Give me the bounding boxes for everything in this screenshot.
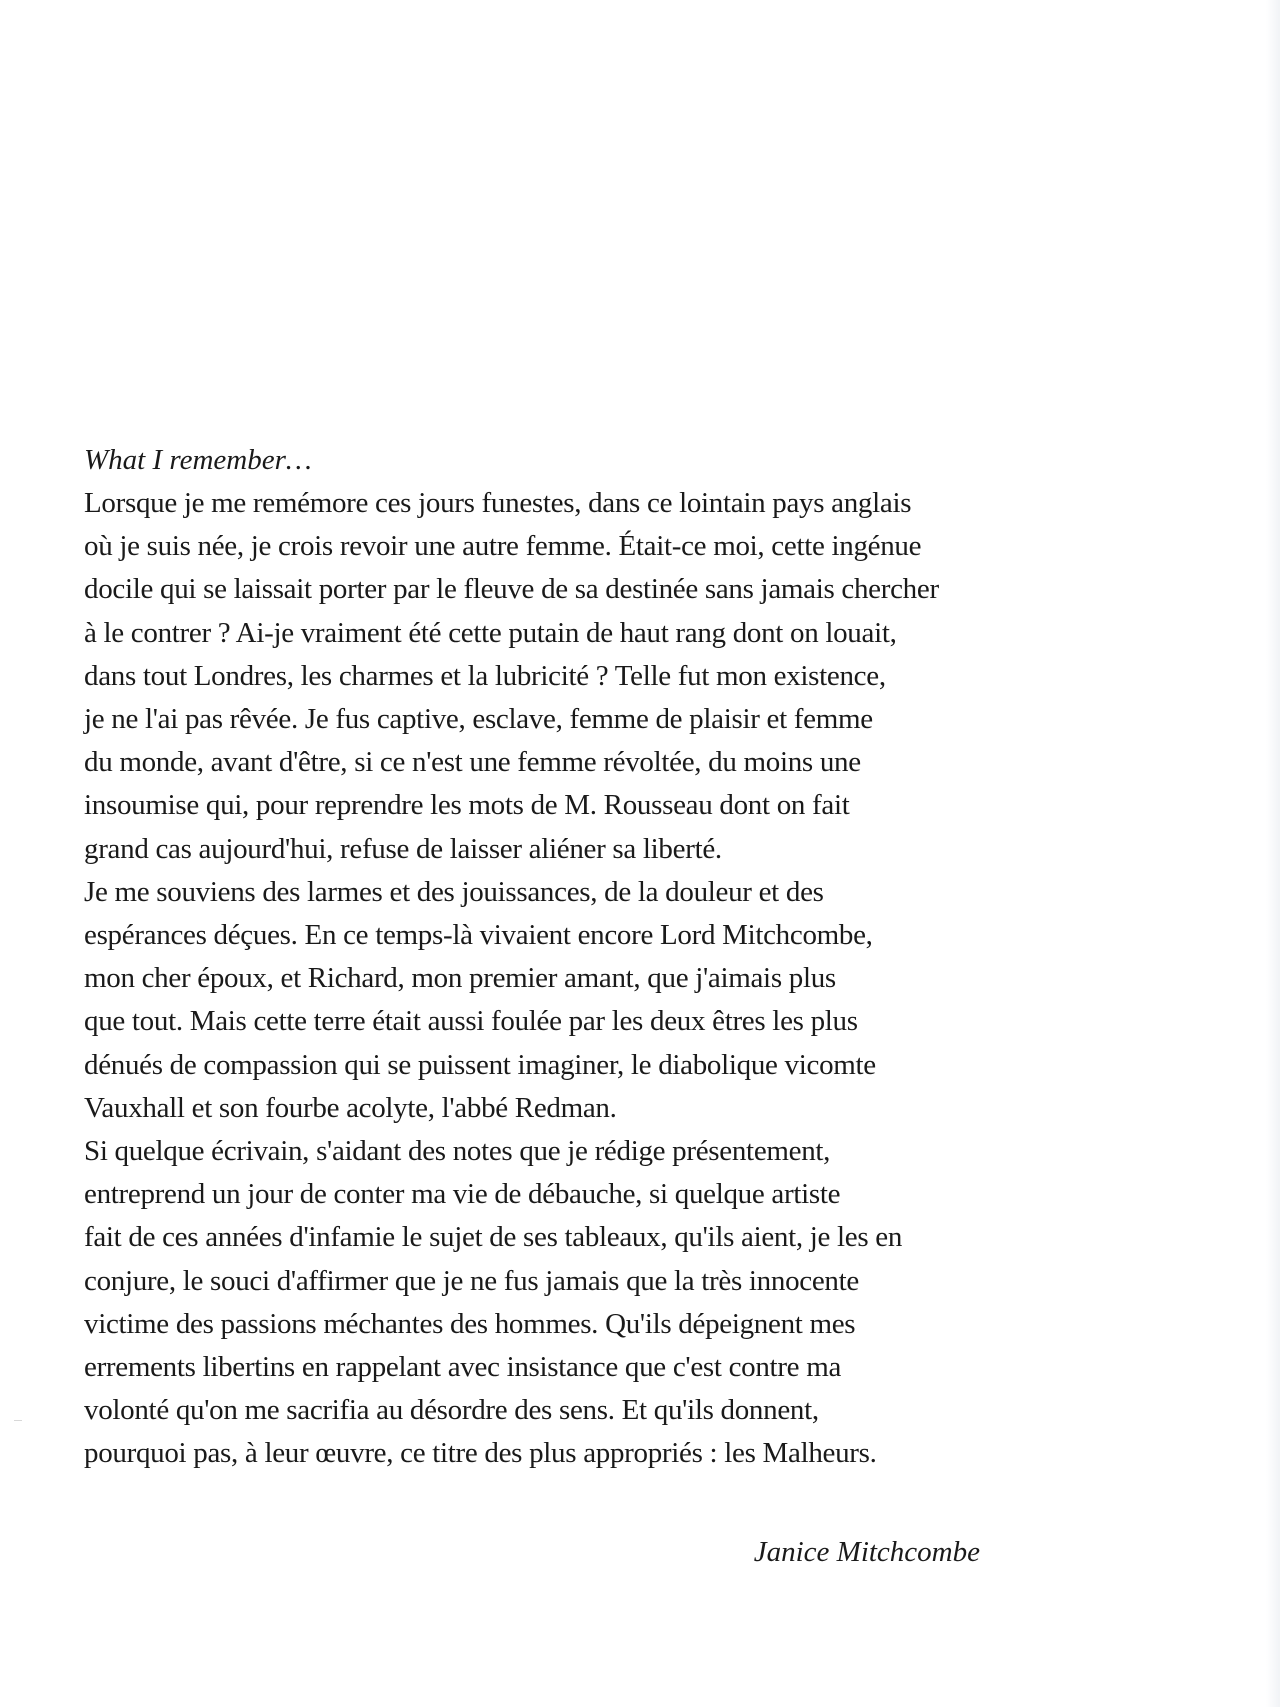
text-line: insoumise qui, pour reprendre les mots de M. Rousseau dont on fait [84,789,850,822]
text-line: dans tout Londres, les charmes et la lubricité ? Telle fut mon existence, [84,659,886,692]
text-line: à le contrer ? Ai-je vraiment été cette putain de haut rang dont on louait, [84,616,897,649]
document-heading: What I remember… [84,444,312,476]
body-text [84,482,1084,1476]
text-line: pourquoi pas, à leur œuvre, ce titre des plus appropriés : les Malheurs. [84,1437,877,1470]
text-line: dénués de compassion qui se puissent imaginer, le diabolique vicomte [84,1048,876,1081]
text-line: errements libertins en rappelant avec insistance que c'est contre ma [84,1351,842,1384]
text-line: entreprend un jour de conter ma vie de débauche, si quelque artiste [84,1178,841,1211]
text-line: Vauxhall et son fourbe acolyte, l'abbé Redman. [84,1091,617,1124]
text-block [84,438,1084,1476]
text-line: grand cas aujourd'hui, refuse de laisser aliéner sa liberté. [84,832,722,865]
page-edge-shadow [1266,0,1280,1707]
text-line: je ne l'ai pas rêvée. Je fus captive, esclave, femme de plaisir et femme [84,703,873,736]
text-line: fait de ces années d'infamie le sujet de ses tableaux, qu'ils aient, je les en [84,1221,903,1254]
signature: Janice Mitchcombe [753,1536,980,1568]
text-line: que tout. Mais cette terre était aussi foulée par les deux êtres les plus [84,1005,858,1038]
margin-mark [14,1420,22,1421]
text-line: mon cher époux, et Richard, mon premier amant, que j'aimais plus [84,962,836,995]
text-line: du monde, avant d'être, si ce n'est une femme révoltée, du moins une [84,746,861,779]
text-line: espérances déçues. En ce temps-là vivaient encore Lord Mitchcombe, [84,919,873,952]
text-line: Si quelque écrivain, s'aidant des notes que je rédige présentement, [84,1135,831,1168]
text-line: victime des passions méchantes des hommes. Qu'ils dépeignent mes [84,1307,856,1340]
text-line: conjure, le souci d'affirmer que je ne fus jamais que la très innocente [84,1264,859,1297]
text-line: Je me souviens des larmes et des jouissances, de la douleur et des [84,875,824,908]
text-line: Lorsque je me remémore ces jours funestes, dans ce lointain pays anglais [84,487,912,519]
text-line: où je suis née, je crois revoir une autre femme. Était-ce moi, cette ingénue [84,530,922,563]
text-line: docile qui se laissait porter par le fleuve de sa destinée sans jamais chercher [84,573,939,606]
text-line: volonté qu'on me sacrifia au désordre des sens. Et qu'ils donnent, [84,1394,819,1427]
